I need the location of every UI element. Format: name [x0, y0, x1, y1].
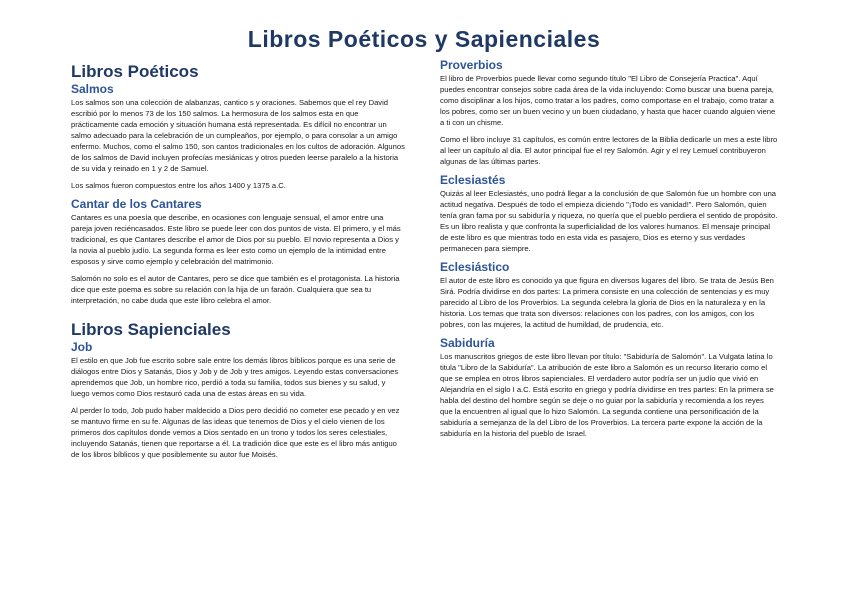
paragraph-proverbios-1: El libro de Proverbios puede llevar como segundo título "El Libro de Consejería Practica". Aquí puedes encontrar consejos sobre cada área de la vida incluyendo: Como buscar una buena pareja, como disciplinar a los hijos, como tratar a los padres, como comportase en el trabajo, como tratar a los pobres, como ser un buen vecino y un buen ciudadano, y hasta que hacer cuando alguien viene a ti con un chisme. [440, 74, 776, 127]
section-heading-poeticos: Libros Poéticos [71, 62, 199, 81]
paragraph-job-2: Al perder lo todo, Job pudo haber maldecido a Dios pero decidió no cometer ese pecado y en vez se mantuvo firme en su fe. Algunas de las ideas que tenemos de Dios y el cielo vienen de los primeros dos capítulos donde vemos a Dios sentado en un trono y todos los seres celestiales, incluyendo Satanás, tienen que reportarse a él. La tradición dice que este es el libro más antiguo de los libros bíblicos y que posiblemente su autor fue Moisés. [71, 406, 400, 459]
paragraph-salmos-1: Los salmos son una colección de alabanzas, cantico s y oraciones. Sabemos que el rey David escribió por lo menos 73 de los 150 salmos. La hermosura de los salmos esta en que prácticamente cada emoción y situación humana está representada. Es difícil no encontrar un salmo adecuado para la celebración de un cumpleaños, por ejemplo, o para consolar a un amigo enfermo. Muchos, como el salmo 150, son cantos tradicionales en los cultos de adoración. Algunos de los salmos de David incluyen profecías mesiánicas y otros pueden leerse paralelo a la historia de su vida y reinado en 1 y 2 de Samuel. [71, 98, 405, 173]
paragraph-eclesiastes-1: Quizás al leer Eclesiastés, uno podrá llegar a la conclusión de que Salomón fue un hombre con una actitud negativa. Después de todo el empieza diciendo "¡Todo es vanidad!". Pero Salomón, quien tenía gran fama por su sabiduría y riqueza, no quería que el pueblo perdiera el sentido de propósito. Es un libro realista y que confronta la superficialidad de los valores humanos. El mensaje principal de este libro es que mientras todo en esta vida es pasajero, Dios es eterno y sus verdades permanecen para siempre. [440, 189, 778, 253]
paragraph-sabiduria-1: Los manuscritos griegos de este libro llevan por título: "Sabiduría de Salomón". La Vulgata latina lo titula "Libro de la Sabiduría". La atribución de este libro a Salomón es un recurso literario como el que se emplea en otros libros sapienciales. El verdadero autor podría ser un judío que vivió en Alejandría en el siglo I a.C. Está escrito en griego y podría dividirse en tres partes: En la primera se habla del destino del hombre según se deje o no guiar por la sabiduría y recomienda a los reyes que la encuentren al igual que lo hizo Salomón. La segunda contiene una personificación de la sabiduría a semejanza de la del Libro de los Proverbios. La tercera parte expone la acción de la sabiduría en la historia del pueblo de Israel. [440, 352, 774, 438]
paragraph-salmos-2: Los salmos fueron compuestos entre los años 1400 y 1375 a.C. [71, 181, 286, 190]
subheading-proverbios: Proverbios [440, 58, 503, 72]
subheading-cantar: Cantar de los Cantares [71, 197, 202, 211]
paragraph-eclesiastico-1: El autor de este libro es conocido ya que figura en diversos lugares del libro. Se trata de Jesús Ben Sirá. Podría dividirse en dos partes: La primera consiste en una colección de sentencias y es muy parecido al Libro de los Proverbios. La segunda celebra la gloria de Dios en la naturaleza y en la historia. Los temas que trata son diversos: relaciones con los padres, con los amigos, con los pobres, con las mujeres, la actitud de humildad, de prudencia, etc. [440, 276, 774, 329]
section-heading-sapienciales: Libros Sapienciales [71, 320, 231, 339]
paragraph-cantar-2: Salomón no solo es el autor de Cantares, pero se dice que también es el protagonista. La historia dice que este poema es sobre su relación con la hija de un faraón. Cualquiera que sea tu interpretación, no cabe duda que este libro celebra el amor. [71, 274, 400, 305]
paragraph-proverbios-2: Como el libro incluye 31 capítulos, es común entre lectores de la Biblia dedicarle un mes a este libro al leer un capítulo al día. El autor principal fue el rey Salomón. Agir y el rey Lemuel contribuyeron algunas de las últimas partes. [440, 135, 778, 166]
subheading-eclesiastes: Eclesiastés [440, 173, 506, 187]
subheading-sabiduria: Sabiduría [440, 336, 495, 350]
subheading-salmos: Salmos [71, 82, 114, 96]
right-column [440, 58, 778, 445]
subheading-job: Job [71, 340, 93, 354]
paragraph-cantar-1: Cantares es una poesía que describe, en ocasiones con lenguaje sensual, el amor entre una pareja joven reciéncasados. Este libro se puede leer con dos puntos de vista. El primero, y el más tradicional, es que Cantares describe el amor de Dios por su pueblo. El novio representa a Dios y la novia al pueblo judío. La segunda forma es leer esto como un ejemplo de la intimidad entre esposos y sirve como ejemplo y celebración del matrimonio. [71, 213, 401, 266]
paragraph-job-1: El estilo en que Job fue escrito sobre sale entre los demás libros bíblicos porque es una serie de diálogos entre Dios y Satanás, Dios y Job y de Job y tres amigos. Leyendo estas conversaciones aprendemos que Job, un hombre rico, perdió a toda su familia, todos sus bienes y su salud, y luego vemos como Dios restauró cada una de estas áreas en su vida. [71, 356, 399, 398]
page-title: Libros Poéticos y Sapienciales [247, 26, 601, 52]
subheading-eclesiastico: Eclesiástico [440, 260, 510, 274]
left-column [71, 62, 406, 466]
